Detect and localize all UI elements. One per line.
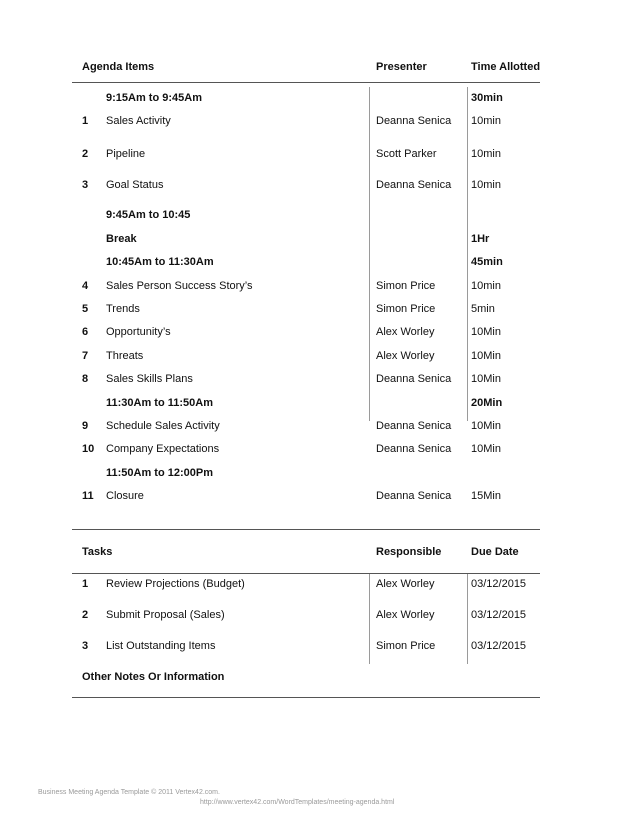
agenda-item-number: 4	[82, 280, 89, 292]
agenda-item-label: Sales Person Success Story’s	[106, 280, 253, 292]
agenda-presenter: Scott Parker	[376, 148, 437, 160]
agenda-item-number: 6	[82, 326, 89, 338]
tasks-header: Tasks	[82, 546, 113, 558]
task-label: Review Projections (Budget)	[106, 578, 245, 590]
agenda-time-allotted: 5min	[471, 303, 495, 315]
responsible-header: Responsible	[376, 546, 442, 558]
agenda-item-label: Sales Activity	[106, 115, 171, 127]
agenda-item-label: 9:15Am to 9:45Am	[106, 92, 202, 104]
agenda-presenter: Simon Price	[376, 303, 436, 315]
agenda-items-header: Agenda Items	[82, 61, 155, 73]
agenda-presenter: Deanna Senica	[376, 443, 452, 455]
agenda-header-rule	[72, 82, 540, 83]
agenda-item-label: Company Expectations	[106, 443, 220, 455]
agenda-presenter: Deanna Senica	[376, 179, 452, 191]
agenda-presenter: Deanna Senica	[376, 115, 452, 127]
agenda-column-divider	[467, 87, 468, 421]
footer-copyright: Business Meeting Agenda Template © 2011 Vertex42.com.	[38, 789, 220, 796]
agenda-time-allotted: 10min	[471, 179, 501, 191]
tasks-column-divider	[467, 574, 468, 664]
agenda-time-allotted: 10min	[471, 115, 501, 127]
agenda-item-label: Break	[106, 233, 137, 245]
agenda-presenter: Deanna Senica	[376, 490, 452, 502]
agenda-item-label: Schedule Sales Activity	[106, 420, 220, 432]
footer-url[interactable]: http://www.vertex42.com/WordTemplates/meeting-agenda.html	[200, 799, 395, 806]
agenda-time-allotted: 10min	[471, 280, 501, 292]
agenda-item-label: 10:45Am to 11:30Am	[106, 256, 214, 268]
agenda-item-label: 11:30Am to 11:50Am	[106, 397, 213, 409]
task-number: 3	[82, 640, 89, 652]
task-responsible: Simon Price	[376, 640, 436, 652]
task-due-date: 03/12/2015	[471, 609, 527, 621]
agenda-item-number: 8	[82, 373, 89, 385]
agenda-time-allotted: 1Hr	[471, 233, 490, 245]
agenda-item-label: Goal Status	[106, 179, 164, 191]
tasks-header-rule	[72, 573, 540, 574]
task-due-date: 03/12/2015	[471, 640, 527, 652]
agenda-presenter: Deanna Senica	[376, 373, 452, 385]
agenda-time-allotted: 10Min	[471, 420, 501, 432]
agenda-item-label: Threats	[106, 350, 144, 362]
agenda-presenter: Deanna Senica	[376, 420, 452, 432]
task-number: 1	[82, 578, 89, 590]
notes-rule	[72, 697, 540, 698]
agenda-time-allotted: 10Min	[471, 373, 501, 385]
tasks-top-rule	[72, 529, 540, 530]
agenda-column-divider	[369, 87, 370, 421]
tasks-column-divider	[369, 574, 370, 664]
agenda-item-number: 9	[82, 420, 89, 432]
agenda-time-allotted: 10Min	[471, 443, 501, 455]
agenda-time-allotted: 10Min	[471, 350, 501, 362]
agenda-presenter: Alex Worley	[376, 350, 435, 362]
agenda-presenter: Simon Price	[376, 280, 436, 292]
task-responsible: Alex Worley	[376, 609, 435, 621]
agenda-item-number: 7	[82, 350, 89, 362]
notes-heading: Other Notes Or Information	[82, 671, 225, 683]
agenda-time-allotted: 15Min	[471, 490, 501, 502]
time-allotted-header: Time Allotted	[471, 61, 541, 73]
agenda-time-allotted: 45min	[471, 256, 503, 268]
task-label: Submit Proposal (Sales)	[106, 609, 225, 621]
agenda-time-allotted: 10Min	[471, 326, 501, 338]
agenda-item-number: 1	[82, 115, 89, 127]
agenda-time-allotted: 20Min	[471, 397, 503, 409]
agenda-item-label: Opportunity’s	[106, 326, 171, 338]
agenda-item-label: Closure	[106, 490, 144, 502]
agenda-item-number: 2	[82, 148, 89, 160]
agenda-time-allotted: 10min	[471, 148, 501, 160]
presenter-header: Presenter	[376, 61, 427, 73]
agenda-item-number: 3	[82, 179, 89, 191]
agenda-item-number: 11	[82, 490, 94, 502]
agenda-item-label: 9:45Am to 10:45	[106, 209, 191, 221]
agenda-item-number: 10	[82, 443, 95, 455]
agenda-item-label: Pipeline	[106, 148, 146, 160]
agenda-item-number: 5	[82, 303, 89, 315]
agenda-item-label: 11:50Am to 12:00Pm	[106, 467, 213, 479]
task-label: List Outstanding Items	[106, 640, 216, 652]
task-due-date: 03/12/2015	[471, 578, 527, 590]
agenda-presenter: Alex Worley	[376, 326, 435, 338]
agenda-item-label: Trends	[106, 303, 140, 315]
task-responsible: Alex Worley	[376, 578, 435, 590]
due-date-header: Due Date	[471, 546, 519, 558]
agenda-item-label: Sales Skills Plans	[106, 373, 193, 385]
agenda-time-allotted: 30min	[471, 92, 503, 104]
task-number: 2	[82, 609, 89, 621]
